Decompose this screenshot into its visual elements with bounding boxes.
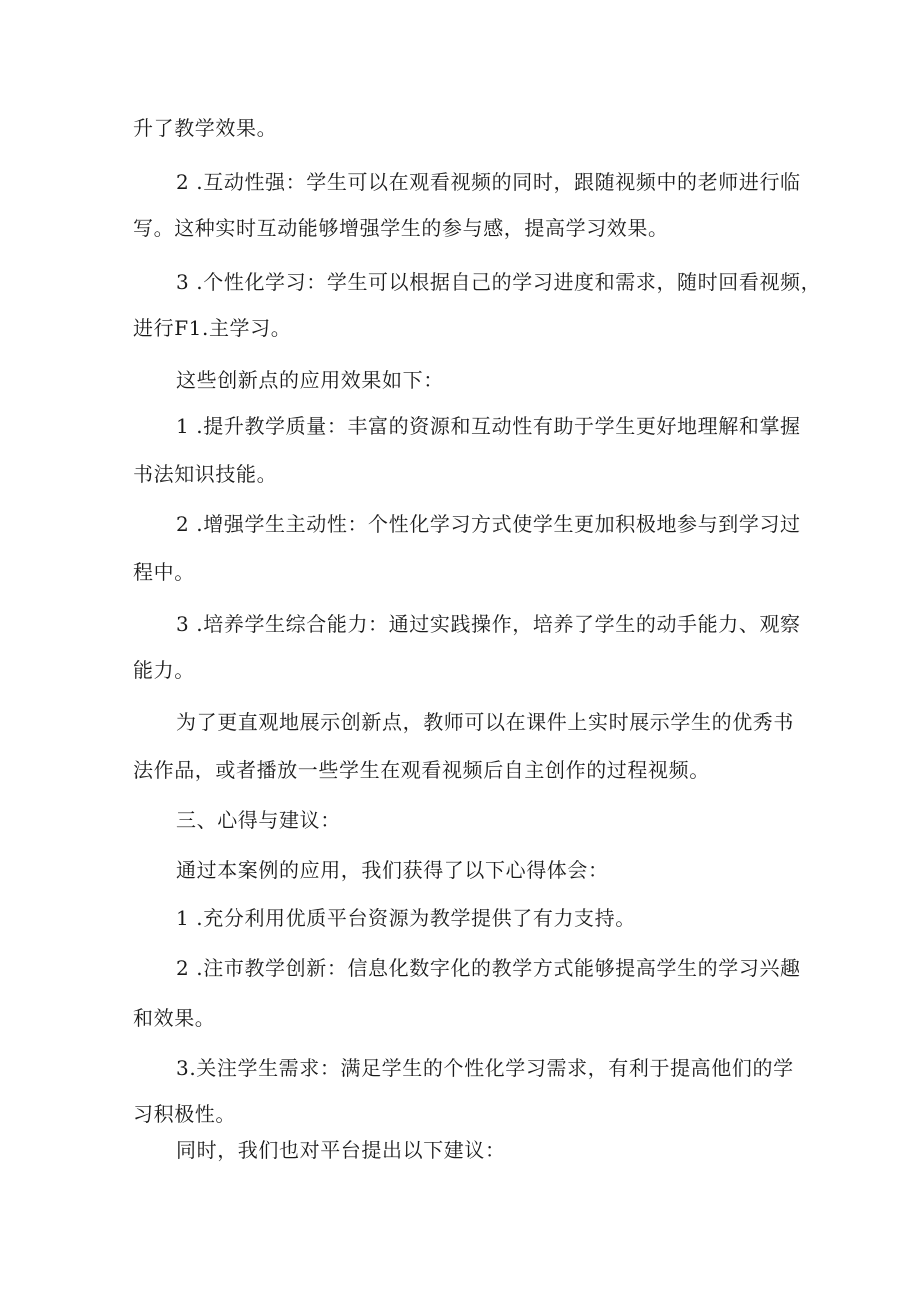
paragraph-text: 同时，我们也对平台提出以下建议： (176, 1138, 506, 1162)
text-line: 法作品，或者播放一些学生在观看视频后自主创作的过程视频。 (133, 758, 710, 782)
paragraph-text: 为了更直观地展示创新点，教师可以在课件上实时展示学生的优秀书 (176, 710, 794, 734)
list-item-text: 2 .互动性强：学生可以在观看视频的同时，跟随视频中的老师进行临 (176, 170, 801, 194)
list-item-text: 1 .充分利用优质平台资源为教学提供了有力支持。 (176, 906, 636, 930)
text-line: 程中。 (133, 560, 195, 584)
text-line: 习积极性。 (133, 1102, 236, 1126)
list-item-text: 1 .提升教学质量：丰富的资源和互动性有助于学生更好地理解和掌握 (176, 414, 801, 438)
text-line: 升了教学效果。 (133, 116, 278, 140)
text-line: 能力。 (133, 658, 195, 682)
text-line: 和效果。 (133, 1006, 216, 1030)
text-line: 书法知识技能。 (133, 462, 278, 486)
section-heading: 三、心得与建议： (176, 808, 341, 832)
list-item-text: 2 .增强学生主动性：个性化学习方式使学生更加积极地参与到学习过 (176, 512, 801, 536)
list-item-text: 3.关注学生需求：满足学生的个性化学习需求，有利于提高他们的学 (176, 1056, 794, 1080)
list-item-text: 3 .个性化学习：学生可以根据自己的学习进度和需求，随时回看视频， (176, 270, 822, 294)
text-line: 写。这种实时互动能够增强学生的参与感，提高学习效果。 (133, 216, 669, 240)
list-item-text: 2 .注市教学创新：信息化数字化的教学方式能够提高学生的学习兴趣 (176, 956, 801, 980)
paragraph-text: 这些创新点的应用效果如下： (176, 368, 444, 392)
text-line: 进行F1.主学习。 (133, 316, 292, 340)
paragraph-text: 通过本案例的应用，我们获得了以下心得体会： (176, 858, 609, 882)
list-item-text: 3 .培养学生综合能力：通过实践操作，培养了学生的动手能力、观察 (176, 612, 801, 636)
